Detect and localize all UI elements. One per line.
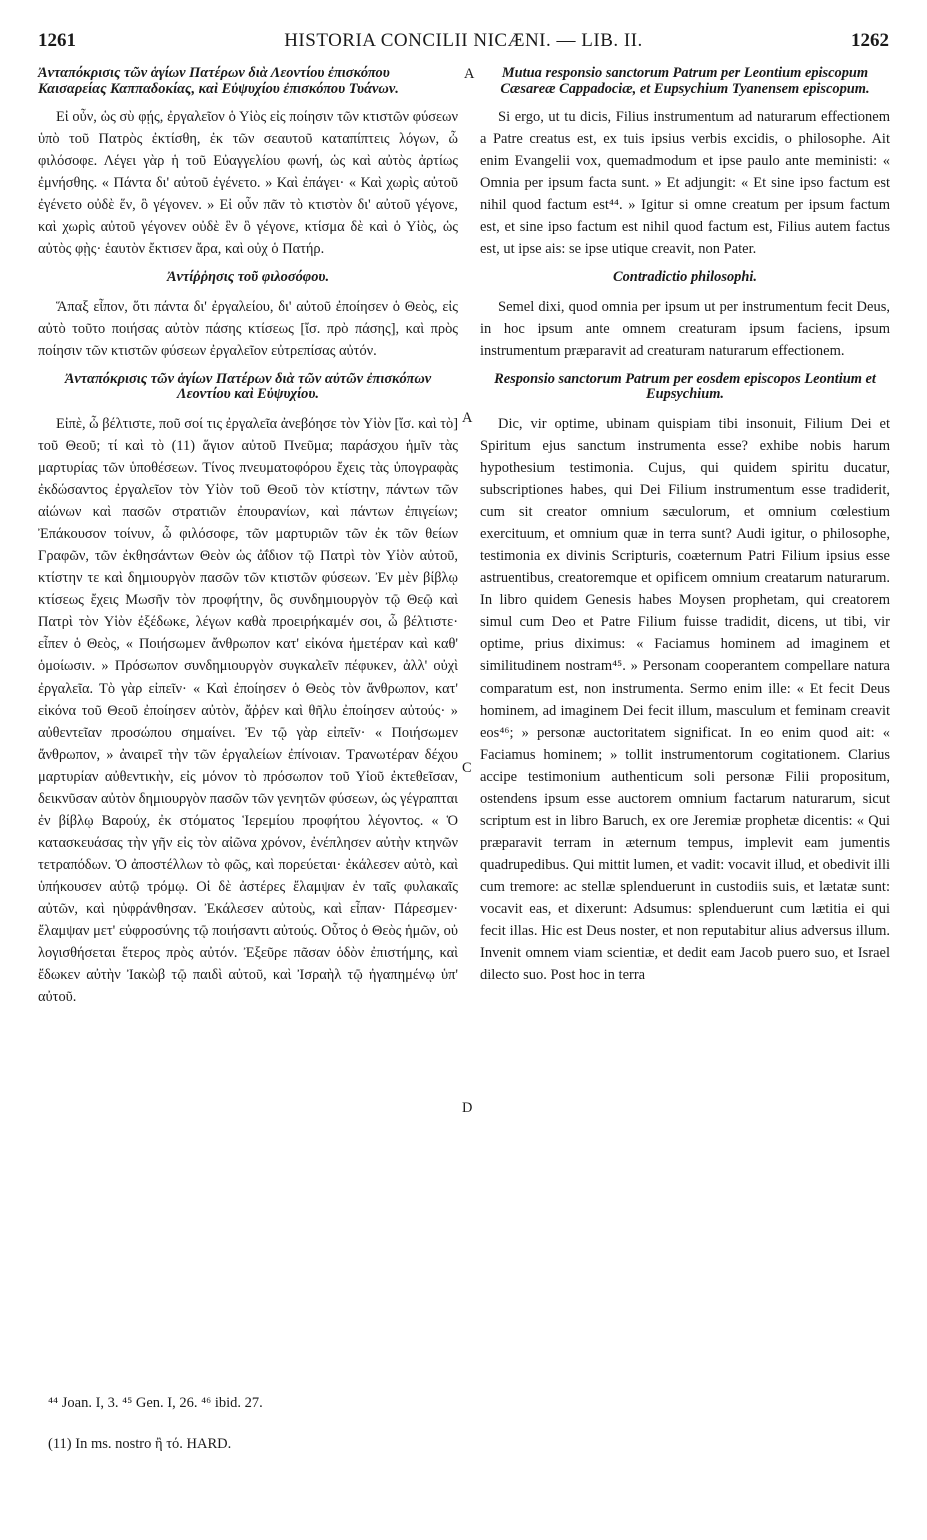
- latin-paragraph-1: Si ergo, ut tu dicis, Filius instrumentum ad naturarum effectionem a Patre creatus est, ex tuis ipsius verbis excidis, o philosophe. Ait enim Evangelii vox, quemadmodum et ipse paulo ante meministi: « Omnia per ipsum facta sunt. » Et adjungit: « Et sine ipso factum est nihil quod factum est⁴⁴. » Igitur si omne creatum per ipsum factum est, et sine ipso factum est nihil quod factum est, Filius autem factus est, ut ipse ais: se ipse utique creavit, non Pater.: [480, 109, 890, 258]
- latin-heading-contradiction: Contradictio philosophi.: [613, 269, 757, 286]
- running-title: HISTORIA CONCILII NICÆNI. — LIB. II.: [284, 30, 643, 51]
- footnote-11: (11) In ms. nostro ἢ τό. HARD.: [48, 1436, 232, 1452]
- greek-paragraph-2: Ἅπαξ εἶπον, ὅτι πάντα δι' ἐργαλείου, δι' αὐτοῦ ἐποίησεν ὁ Θεὸς, εἰς αὐτὸ τοῦτο ποιήσας αὐτὸν πάσης κτίσεως [ἴσ. πρὸ πάσης], καὶ πρὸς ποίησιν τῶν κτιστῶν φύσεων ἐργαλεῖον εὐτρεπίσας αὐτόν.: [38, 298, 458, 359]
- latin-column: [480, 66, 890, 986]
- right-page-number: 1262: [850, 30, 889, 51]
- greek-heading-response-2: Ἀνταπόκρισις τῶν ἁγίων Πατέρων διὰ τῶν αὐτῶν ἐπισκόπων Λεοντίου καὶ Εὐψυχίου.: [64, 370, 432, 403]
- latin-paragraph-3: Dic, vir optime, ubinam quispiam tibi insonuit, Filium Dei et Spiritum ejus sanctum instrumenta esse? exhibe nobis harum hypothesium testimonia. Cujus, qui quidem spiritu ducatur, subscriptiones habes, qui Dei Filium instrumentum esse tradiderit, cum sit creator omnium sæculorum, et omnium cœlestium exercituum, et omnium quæ in terra sunt? Audi igitur, o philosophe, testimonia ex divinis Scripturis, coæternum Patri Filium ipsius esse astruentibus, creatoremque et opificem omnium creatarum naturarum. In libro quidem Genesis habes Moysen prophetam, qui creatorem simul cum Deo et Patre Filium fuisse tradidit, dicens, ut tibi, vir optime, prius diximus: « Faciamus hominem ad imaginem et similitudinem nostram⁴⁵. » Personam cooperantem compellare natura comparatum est, non instrumenta. Sermo enim ille: « Et fecit Deus hominem, ad imaginem Dei fecit illum, masculum et feminam creavit eos⁴⁶; » personæ auctoritatem significat. In eo enim quod ait: « Faciamus hominem; » tollit instrumentorum cogitationem. Clarius accipe testimonium authenticum soli personæ Filii propositum, ostendens ipsum esse auctorem omnium factarum naturarum, sicut scriptum est in libro Baruch, ex ore Jeremiæ prophetæ dicentis: « Qui præparavit terram in æternum tempus, implevit eam jumentis quadrupedibus. Qui mittit lumen, et vadit: vocavit illud, et obedivit illi cum tremore: ac stellæ splenduerunt in custodiis suis, et lætatæ sunt: vocavit eas, et dixerunt: Adsumus: splenduerunt cum lætitia ei qui fecit illas. Hic est Deus noster, et non reputabitur alius adversus illum. Invenit omnem viam scientiæ, et dedit eam Jacob puero suo, et Israel dilecto suo. Post hoc in terra: [480, 415, 890, 984]
- margin-letter-d: D: [462, 1100, 473, 1116]
- left-page-number: 1261: [38, 30, 76, 51]
- greek-paragraph-3: Εἰπὲ, ὦ βέλτιστε, ποῦ σοί τις ἐργαλεῖα ἀνεβόησε τὸν Υἱὸν [ἴσ. καὶ τὸ] τοῦ Θεοῦ; τί καὶ τὸ (11) ἅγιον αὐτοῦ Πνεῦμα; παράσχου ἡμῖν τὰς μαρτυρίας τῶν ὑποθέσεων. Τίνος πνευματοφόρου ἔχεις τὰς ὑπογραφὰς ἐκδώσαντος ἐργαλεῖον τὸν Υἱὸν τοῦ Θεοῦ τὸν κτίστην, πάντων τῶν αἰώνων καὶ πασῶν στρατιῶν ἐπουρανίων, καὶ πάντων ἐπιγείων; Ἐπάκουσον τοίνυν, ὦ φιλόσοφε, τῶν μαρτυριῶν τῶν ἐκ τῶν θείων Γραφῶν, τῶν ἐκθησάντων Θεὸν ὡς ἀΐδιον τῷ Πατρὶ τὸν Υἱὸν αὐτοῦ, κτίστην τε καὶ δημιουργὸν πασῶν τῶν κτιστῶν φύσεων. Ἐν μὲν βίβλῳ κτίσεως ἔχεις Μωσῆν τὸν προφήτην, ὃς συνδημιουργὸν τῷ Θεῷ καὶ Πατρὶ τὸν Υἱὸν ἐξέδωκε, λέγων καθὰ προειρήκαμέν σοι, ὦ βέλτιστε· εἶπεν ὁ Θεὸς, « Ποιήσωμεν ἄνθρωπον κατ' εἰκόνα ἡμετέραν καὶ καθ' ὁμοίωσιν. » Πρόσωπον συνδημιουργὸν συγκαλεῖν πέφυκεν, ἀλλ' οὐχὶ ἐργαλεῖα. Τὸ γὰρ εἰπεῖν· « Καὶ ἐποίησεν ὁ Θεὸς τὸν ἄνθρωπον, κατ' εἰκόνα τοῦ Θεοῦ ἐποίησεν αὐτὸν, ἄῤῥεν καὶ θῆλυ ἐποίησεν αὐτούς· » αὐθεντεῖαν προσώπου σημαίνει. Ἐν τῷ γὰρ εἰπεῖν· « Ποιήσωμεν ἄνθρωπον, » ἀναιρεῖ τὴν τῶν ἐργαλείων ἐπίνοιαν. Τρανωτέραν δέχου μαρτυρίαν αὐθεντικὴν, εἰς μόνον τὸ πρόσωπον τοῦ Υἱοῦ ἐκτεθεῖσαν, δεικνῦσαν αὐτὸν δημιουργὸν πασῶν τῶν γενητῶν φύσεων, ὡς γέγραπται ἐν βίβλῳ Βαρούχ, ἐκ στόματος Ἱερεμίου προφήτου λέγοντος. « Ὁ κατασκευάσας τὴν γῆν εἰς τὸν αἰῶνα χρόνον, ἐνέπλησεν αὐτὴν κτηνῶν τετραπόδων. Ὁ ἀποστέλλων τὸ φῶς, καὶ πορεύεται· ἐκάλεσεν αὐτὸ, καὶ ὑπήκουσεν αὐτῷ τρόμῳ. Οἱ δὲ ἀστέρες ἔλαμψαν ἐν ταῖς φυλακαῖς αὐτῶν, καὶ ηὐφράνθησαν. Ἐκάλεσεν αὐτοὺς, καὶ εἶπαν· Πάρεσμεν· ἔλαμψαν μετ' εὐφροσύνης τῷ ποιήσαντι αὐτούς. Οὗτος ὁ Θεὸς ἡμῶν, οὐ λογισθήσεται ἕτερος πρὸς αὐτόν. Ἐξεῦρε πᾶσαν ὁδὸν ἐπιστήμης, καὶ ἔδωκεν αὐτὴν Ἰακὼβ τῷ παιδὶ αὐτοῦ, καὶ Ἰσραὴλ τῷ ἠγαπημένῳ ὑπ' αὐτοῦ.: [38, 415, 458, 1006]
- greek-column: [38, 66, 458, 1008]
- margin-letter-a-top: A: [464, 66, 475, 82]
- footnotes: [48, 1395, 468, 1477]
- greek-heading-contradiction: Ἀντίῤῥησις τοῦ φιλοσόφου.: [166, 269, 330, 286]
- running-header: [38, 30, 889, 60]
- scripture-references: ⁴⁴ Joan. I, 3. ⁴⁵ Gen. I, 26. ⁴⁶ ibid. 27.: [48, 1395, 263, 1411]
- margin-letter-c: C: [462, 760, 472, 776]
- latin-heading-response-2: Responsio sanctorum Patrum per eosdem episcopos Leontium et Eupsychium.: [494, 370, 876, 403]
- greek-heading-response-1: Ἀνταπόκρισις τῶν ἁγίων Πατέρων διὰ Λεοντίου ἐπισκόπου Καισαρείας Καππαδοκίας, καὶ Εὐψυχίου ἐπισκόπου Τυάνων.: [38, 65, 399, 97]
- margin-letter-a: A: [462, 410, 473, 426]
- latin-paragraph-2: Semel dixi, quod omnia per ipsum ut per instrumentum fecit Deus, in hoc ipsum ante omnem creaturam ipsum faciens, ipsum instrumentum præparavit ad creaturam naturarum effectionem.: [480, 298, 890, 359]
- latin-heading-response-1: Mutua responsio sanctorum Patrum per Leontium episcopum Cæsareæ Cappadociæ, et Eupsychium Tyanensem episcopum.: [500, 65, 870, 97]
- greek-paragraph-1: Εἰ οὖν, ὡς σὺ φῄς, ἐργαλεῖον ὁ Υἱὸς εἰς ποίησιν τῶν κτιστῶν φύσεων ὑπὸ τοῦ Πατρὸς ἐκτίσθη, ἐκ τῶν σεαυτοῦ καταπίπτεις λόγων, ὦ φιλόσοφε. Λέγει γὰρ ἡ τοῦ Εὐαγγελίου φωνή, ὡς καὶ αὐτὸς ἀρτίως ἐμνήσθης. « Πάντα δι' αὐτοῦ ἐγένετο. » Καὶ ἐπάγει· « Καὶ χωρὶς αὐτοῦ ἐγένετο οὐδὲ ἕν, ὃ γέγονεν. » Εἰ οὖν πᾶν τὸ κτιστὸν δι' αὐτοῦ γέγονε, καὶ χωρὶς αὐτοῦ γέγονεν οὐδὲ ἓν ὃ γέγονε, κτίσμα δὲ καὶ ὁ Υἱὸς, ὡς αὐτὸς φῂς· ἑαυτὸν ἔκτισεν ἄρα, καὶ οὐχ ὁ Πατήρ.: [38, 109, 458, 258]
